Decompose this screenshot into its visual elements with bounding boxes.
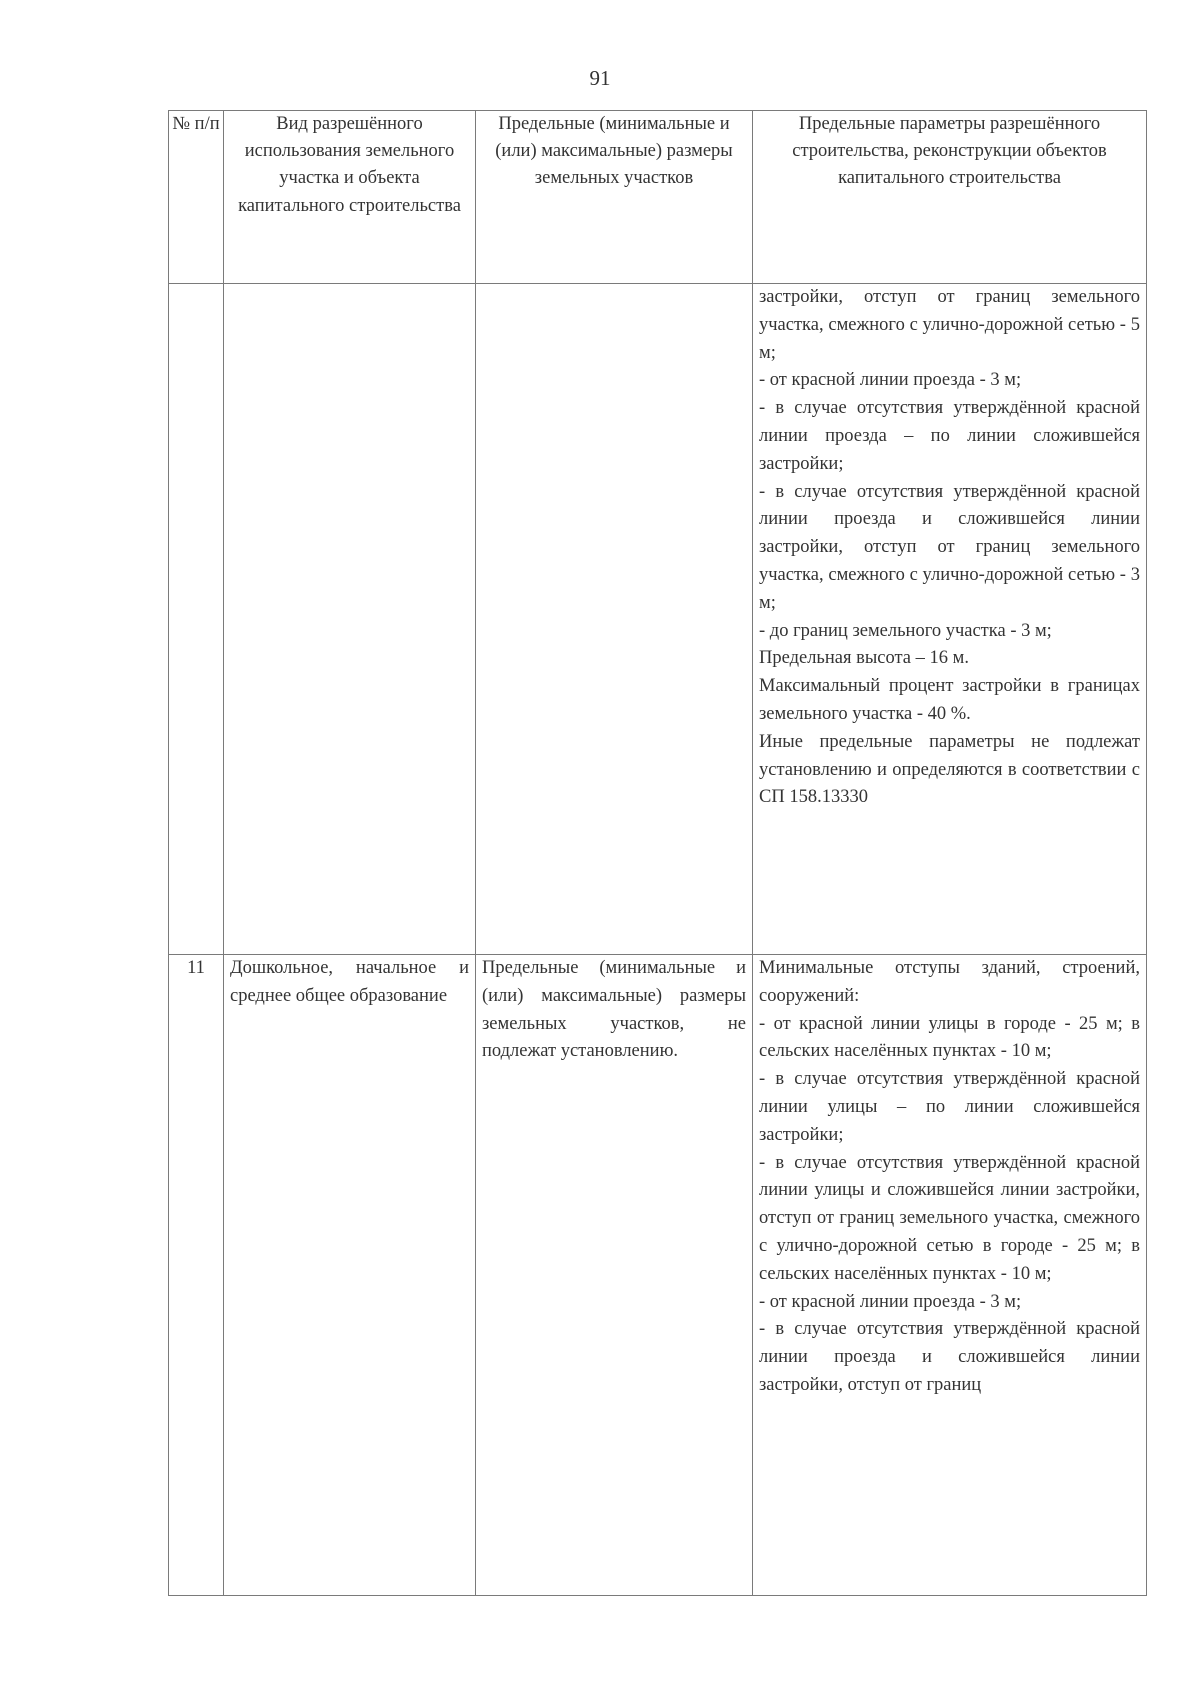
table-row bbox=[169, 284, 1147, 955]
param-line: Минимальные отступы зданий, строений, сооружений: bbox=[759, 958, 1140, 1006]
table-header-row bbox=[169, 111, 1147, 284]
param-line: Предельная высота – 16 м. bbox=[759, 648, 969, 669]
param-line: - от красной линии проезда - 3 м; bbox=[759, 1291, 1022, 1312]
row-use-type bbox=[224, 284, 476, 955]
param-line: - от красной линии улицы в городе - 25 м; в сельских населённых пунктах - 10 м; bbox=[759, 1013, 1140, 1062]
header-plot-sizes: Предельные (минимальные и (или) максимальные) размеры земельных участков bbox=[476, 111, 753, 284]
row-build-params bbox=[753, 955, 1147, 1596]
header-build-params: Предельные параметры разрешённого строительства, реконструкции объектов капитального строительства bbox=[753, 111, 1147, 284]
param-line: Иные предельные параметры не подлежат установлению и определяются в соответствии с СП 158.13330 bbox=[759, 731, 1140, 808]
row-plot-sizes: Предельные (минимальные и (или) максимальные) размеры земельных участков, не подлежат установлению. bbox=[476, 955, 753, 1596]
param-line: застройки, отступ от границ земельного участка, смежного с улично-дорожной сетью - 5 м; bbox=[759, 287, 1140, 363]
page-number: 91 bbox=[589, 66, 611, 90]
row-build-params bbox=[753, 284, 1147, 955]
regulations-table bbox=[168, 110, 1147, 1596]
row-plot-sizes bbox=[476, 284, 753, 955]
param-line: - в случае отсутствия утверждённой красной линии улицы – по линии сложившейся застройки; bbox=[759, 1069, 1140, 1145]
row-number: 11 bbox=[169, 955, 224, 1596]
row-number bbox=[169, 284, 224, 955]
param-line: - в случае отсутствия утверждённой красной линии проезда – по линии сложившейся застройки; bbox=[759, 398, 1140, 474]
table-row bbox=[169, 955, 1147, 1596]
param-line: - в случае отсутствия утверждённой красной линии проезда и сложившейся линии застройки, отступ от границ земельного участка, смежного с улично-дорожной сетью - 3 м; bbox=[759, 481, 1140, 613]
param-line: - в случае отсутствия утверждённой красной линии проезда и сложившейся линии застройки, отступ от границ bbox=[759, 1319, 1140, 1395]
header-number: № п/п bbox=[169, 111, 224, 284]
param-line: - от красной линии проезда - 3 м; bbox=[759, 370, 1022, 391]
param-line: Максимальный процент застройки в границах земельного участка - 40 %. bbox=[759, 676, 1140, 724]
header-use-type: Вид разрешённого использования земельного участка и объекта капитального строительства bbox=[224, 111, 476, 284]
param-line: - в случае отсутствия утверждённой красной линии улицы и сложившейся линии застройки, отступ от границ земельного участка, смежного с улично-дорожной сетью в городе - 25 м; в сельских населённых пунктах - 10 м; bbox=[759, 1152, 1140, 1284]
row-use-type: Дошкольное, начальное и среднее общее образование bbox=[224, 955, 476, 1596]
param-line: - до границ земельного участка - 3 м; bbox=[759, 620, 1052, 641]
